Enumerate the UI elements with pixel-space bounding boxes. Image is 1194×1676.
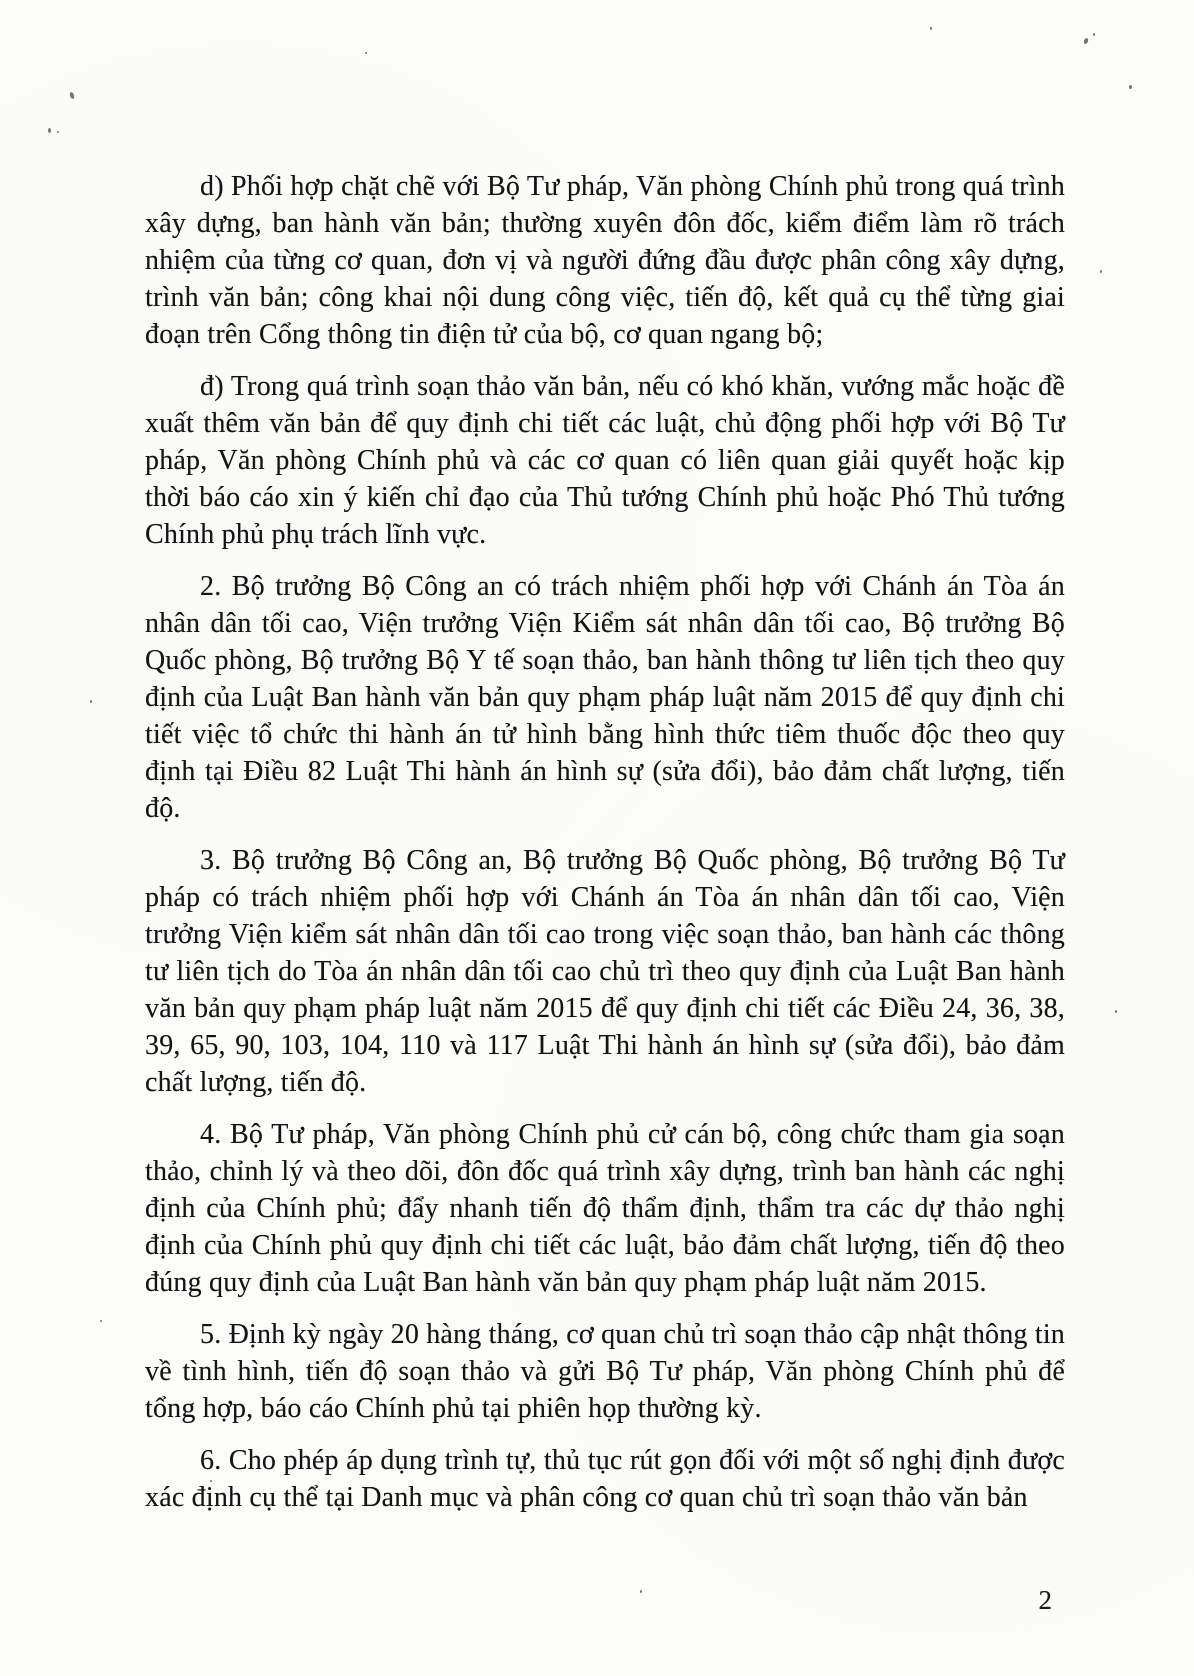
scan-speck: [1115, 1010, 1117, 1013]
document-body: [145, 168, 1065, 1531]
scan-speck: [69, 92, 75, 100]
scan-speck: [640, 1590, 642, 1593]
scan-speck: [57, 131, 59, 133]
scan-speck: [365, 52, 367, 54]
scan-speck: [48, 128, 51, 133]
paragraph-d: d) Phối hợp chặt chẽ với Bộ Tư pháp, Văn phòng Chính phủ trong quá trình xây dựng, ban hành văn bản; thường xuyên đôn đốc, kiểm điểm làm rõ trách nhiệm của từng cơ quan, đơn vị và người đứng đầu được phân công xây dựng, trình văn bản; công khai nội dung công việc, tiến độ, kết quả cụ thể từng giai đoạn trên Cổng thông tin điện tử của bộ, cơ quan ngang bộ;: [145, 171, 1065, 350]
scan-speck: [90, 700, 92, 703]
scan-speck: [1093, 33, 1095, 36]
scan-speck: [1100, 270, 1102, 273]
scan-speck: [210, 1480, 212, 1482]
paragraph-dd: đ) Trong quá trình soạn thảo văn bản, nếu có khó khăn, vướng mắc hoặc đề xuất thêm văn bản để quy định chi tiết các luật, chủ động phối hợp với Bộ Tư pháp, Văn phòng Chính phủ và các cơ quan có liên quan giải quyết hoặc kịp thời báo cáo xin ý kiến chỉ đạo của Thủ tướng Chính phủ hoặc Phó Thủ tướng Chính phủ phụ trách lĩnh vực.: [145, 371, 1065, 550]
paragraph-2: 2. Bộ trưởng Bộ Công an có trách nhiệm phối hợp với Chánh án Tòa án nhân dân tối cao, Viện trưởng Viện Kiểm sát nhân dân tối cao, Bộ trưởng Bộ Quốc phòng, Bộ trưởng Bộ Y tế soạn thảo, ban hành thông tư liên tịch theo quy định của Luật Ban hành văn bản quy phạm pháp luật năm 2015 để quy định chi tiết việc tổ chức thi hành án tử hình bằng hình thức tiêm thuốc độc theo quy định tại Điều 82 Luật Thi hành án hình sự (sửa đổi), bảo đảm chất lượng, tiến độ.: [145, 571, 1065, 824]
scan-speck: [930, 27, 932, 30]
paragraph-3: 3. Bộ trưởng Bộ Công an, Bộ trưởng Bộ Quốc phòng, Bộ trưởng Bộ Tư pháp có trách nhiệm phối hợp với Chánh án Tòa án nhân dân tối cao, Viện trưởng Viện kiểm sát nhân dân tối cao trong việc soạn thảo, ban hành các thông tư liên tịch do Tòa án nhân dân tối cao chủ trì theo quy định của Luật Ban hành văn bản quy phạm pháp luật năm 2015 để quy định chi tiết các Điều 24, 36, 38, 39, 65, 90, 103, 104, 110 và 117 Luật Thi hành án hình sự (sửa đổi), bảo đảm chất lượng, tiến độ.: [145, 845, 1065, 1098]
scan-speck: [1083, 37, 1089, 44]
scan-speck: [1129, 85, 1132, 89]
scan-speck: [100, 1320, 102, 1322]
paragraph-4: 4. Bộ Tư pháp, Văn phòng Chính phủ cử cán bộ, công chức tham gia soạn thảo, chỉnh lý và theo dõi, đôn đốc quá trình xây dựng, trình ban hành các nghị định của Chính phủ; đẩy nhanh tiến độ thẩm định, thẩm tra các dự thảo nghị định của Chính phủ quy định chi tiết các luật, bảo đảm chất lượng, tiến độ theo đúng quy định của Luật Ban hành văn bản quy phạm pháp luật năm 2015.: [145, 1119, 1065, 1298]
page-number: 2: [1038, 1585, 1052, 1615]
paragraph-5: 5. Định kỳ ngày 20 hàng tháng, cơ quan chủ trì soạn thảo cập nhật thông tin về tình hình, tiến độ soạn thảo và gửi Bộ Tư pháp, Văn phòng Chính phủ để tổng hợp, báo cáo Chính phủ tại phiên họp thường kỳ.: [145, 1319, 1065, 1424]
paragraph-6: 6. Cho phép áp dụng trình tự, thủ tục rút gọn đối với một số nghị định được xác định cụ thể tại Danh mục và phân công cơ quan chủ trì soạn thảo văn bản: [145, 1445, 1065, 1513]
